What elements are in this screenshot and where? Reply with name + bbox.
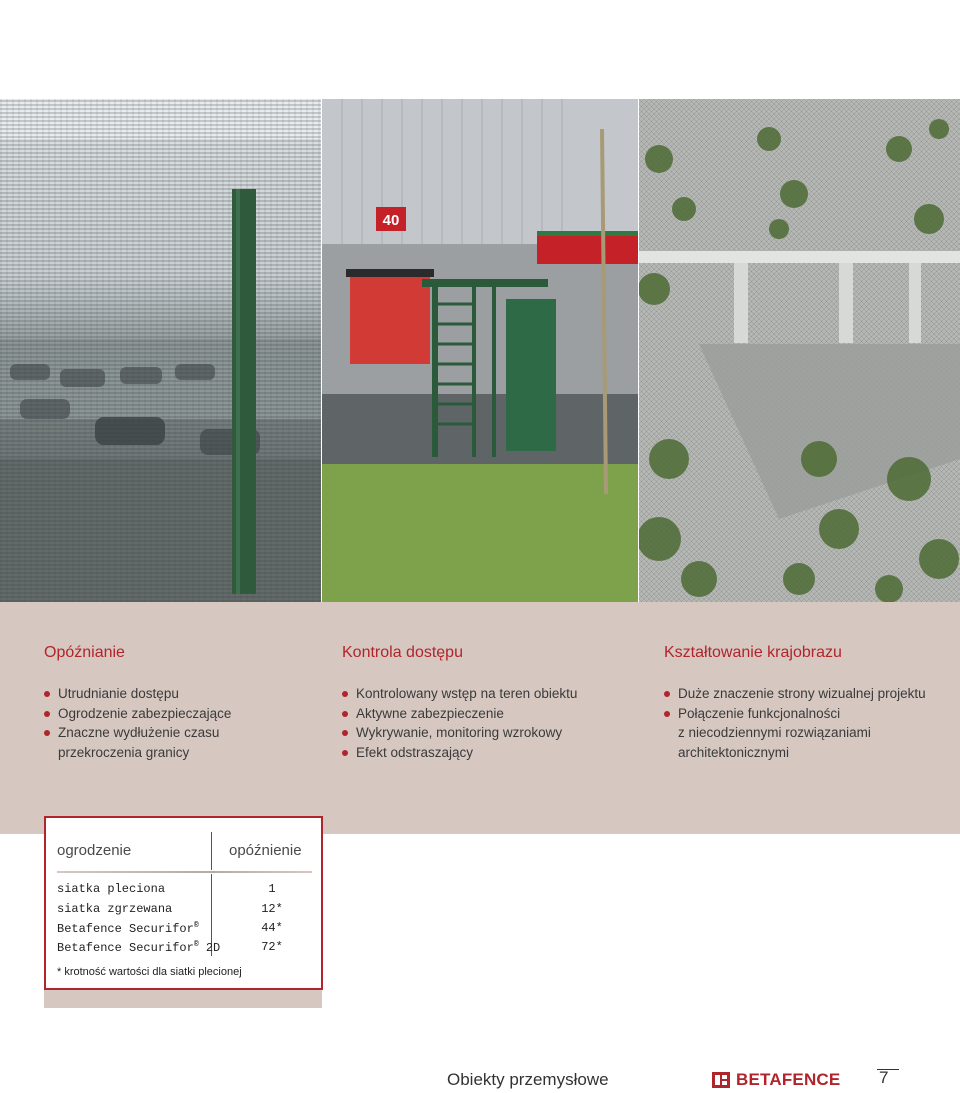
list-item: Połączenie funkcjonalności z niecodziennymi rozwiązaniami architektonicznymi [664, 704, 954, 763]
column-title: Kształtowanie krajobrazu [664, 644, 842, 661]
table-footnote: * krotność wartości dla siatki plecionej [57, 966, 242, 978]
feature-list [44, 684, 314, 762]
list-item: Duże znaczenie strony wizualnej projektu [664, 684, 954, 704]
delay-comparison-table: ogrodzenie opóźnienie siatka pleciona 1 siatka zgrzewana 12* Betafence Securifor® 44* Betafence Securifor® 2D 72* * krotność wartości dla siatki plecionej [44, 816, 323, 990]
list-item: Wykrywanie, monitoring wzrokowy [342, 723, 642, 743]
bullet-icon [44, 711, 50, 717]
bullet-icon [44, 730, 50, 736]
bullet-icon [664, 711, 670, 717]
list-item: Aktywne zabezpieczenie [342, 704, 642, 724]
betafence-mark-icon [712, 1072, 730, 1088]
list-item: Ogrodzenie zabezpieczające [44, 704, 314, 724]
column-landscaping [664, 644, 954, 762]
bullet-icon [342, 730, 348, 736]
table-divider [211, 832, 212, 870]
table-header-delay: opóźnienie [229, 842, 302, 859]
table-header-fence: ogrodzenie [57, 842, 132, 859]
building-number: 40 [382, 212, 400, 229]
photo-fence-parking [0, 99, 321, 602]
photo-turnstile-gate [322, 99, 638, 602]
bullet-icon [342, 711, 348, 717]
feature-list [664, 684, 954, 762]
list-item: Efekt odstraszający [342, 743, 642, 763]
bullet-icon [664, 691, 670, 697]
list-item: Utrudnianie dostępu [44, 684, 314, 704]
list-item: Kontrolowany wstęp na teren obiektu [342, 684, 642, 704]
table-header-rule [57, 871, 312, 873]
brand-logo [712, 1070, 840, 1090]
bullet-icon [342, 691, 348, 697]
column-delay [44, 644, 314, 762]
brand-name: BETAFENCE [736, 1070, 841, 1089]
list-item: Znaczne wydłużenie czasu przekroczenia granicy [44, 723, 314, 762]
page-number: 7 [879, 1068, 889, 1087]
bullet-icon [342, 750, 348, 756]
bullet-icon [44, 691, 50, 697]
column-title: Opóźnianie [44, 644, 125, 661]
feature-list [342, 684, 642, 762]
column-access-control [342, 644, 642, 762]
column-title: Kontrola dostępu [342, 644, 463, 661]
photo-green-facade [639, 99, 960, 602]
footer-section-title: Obiekty przemysłowe [447, 1070, 609, 1089]
